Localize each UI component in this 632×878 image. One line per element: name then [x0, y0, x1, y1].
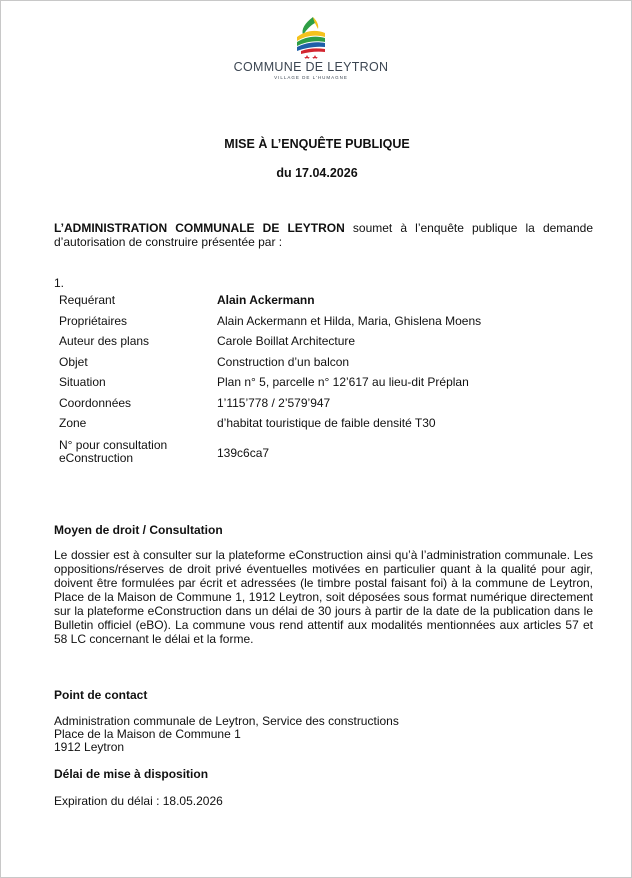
page-title: MISE À L’ENQUÊTE PUBLIQUE: [224, 137, 410, 151]
detail-label: [59, 439, 209, 465]
detail-label: Objet: [59, 354, 88, 369]
contact-line: 1912 Leytron: [54, 740, 125, 754]
moyen-heading: Moyen de droit / Consultation: [54, 523, 223, 537]
contact-line: Place de la Maison de Commune 1: [54, 727, 241, 741]
detail-value: Alain Ackermann et Hilda, Maria, Ghislena Moens: [217, 313, 482, 328]
details-table: [59, 291, 579, 467]
detail-value: Carole Boillat Architecture: [217, 334, 356, 348]
intro-authority: L’ADMINISTRATION COMMUNALE DE LEYTRON: [54, 221, 345, 235]
detail-row-objet: [59, 353, 579, 374]
detail-label: Coordonnées: [59, 395, 132, 410]
detail-row-econstruction: [59, 435, 579, 467]
commune-tagline: VILLAGE DE L'HUMAGNE: [274, 75, 348, 80]
moyen-paragraph: Le dossier est à consulter sur la plateforme eConstruction ainsi qu’à l’administration communale. Les oppositions/réserves de droit privé éventuelles motivées en particulier quant à la qualité pour agir, doivent être formulées par écrit et adressées (le timbre postal faisant foi) à la commune de Leytron, Place de la Maison de Commune 1, 1912 Leytron, soit déposées sous format numérique directement sur la plateforme eConstruction dans un délai de 30 jours à partir de la date de la publication dans le Bulletin officiel (eBO). La commune vous rend attentif aux modalités mentionnées aux articles 57 et 58 LC concernant le délai et la forme.: [54, 548, 593, 646]
detail-value: Plan n° 5, parcelle n° 12’617 au lieu-dit Préplan: [217, 375, 469, 389]
detail-label-line1: N° pour consultation: [59, 437, 168, 452]
detail-row-auteur: [59, 332, 579, 353]
publication-date: du 17.04.2026: [276, 166, 358, 180]
intro-text: soumet à l’enquête publique la demande d’autorisation de construire présentée par :: [54, 221, 593, 249]
commune-name: COMMUNE DE LEYTRON: [233, 60, 389, 74]
detail-row-coordonnees: [59, 394, 579, 415]
detail-value: Construction d’un balcon: [217, 354, 350, 369]
detail-row-situation: [59, 373, 579, 394]
detail-row-requerant: [59, 291, 579, 312]
detail-value: 139c6ca7: [217, 445, 270, 460]
detail-label: Requérant: [59, 293, 116, 307]
detail-row-zone: [59, 414, 579, 435]
detail-label: Zone: [59, 416, 87, 430]
commune-emblem-icon: [291, 15, 331, 59]
detail-value: Alain Ackermann: [217, 293, 315, 307]
contact-heading: Point de contact: [54, 688, 148, 702]
detail-label-line2: eConstruction: [59, 450, 134, 465]
detail-label: Propriétaires: [59, 313, 128, 328]
detail-label: Situation: [59, 375, 106, 389]
item-number: 1.: [54, 276, 65, 290]
contact-address: [54, 715, 399, 754]
detail-label: Auteur des plans: [59, 334, 150, 348]
delai-heading: Délai de mise à disposition: [54, 767, 209, 781]
delai-expiration: Expiration du délai : 18.05.2026: [54, 794, 223, 808]
detail-value: d’habitat touristique de faible densité T30: [217, 416, 436, 430]
commune-logo: [231, 15, 391, 95]
detail-value: 1’115’778 / 2’579’947: [217, 395, 331, 410]
detail-row-proprietaires: [59, 312, 579, 333]
intro-paragraph: [54, 221, 593, 249]
contact-line: Administration communale de Leytron, Service des constructions: [54, 714, 399, 728]
